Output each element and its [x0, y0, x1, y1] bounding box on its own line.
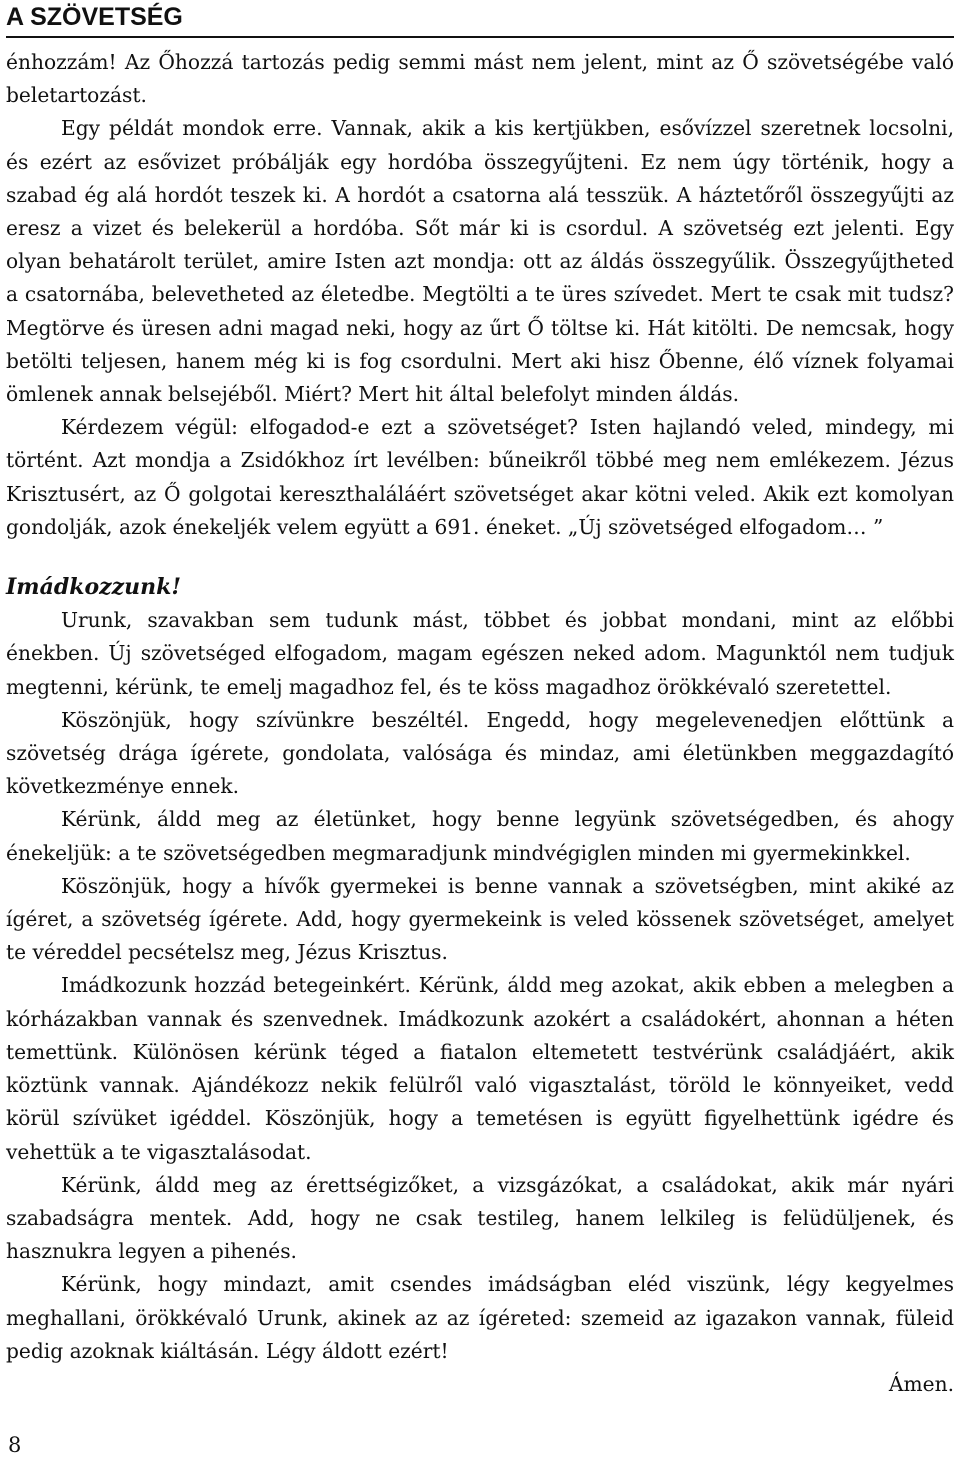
document-page	[6, 0, 954, 1401]
paragraph-example: Egy példát mondok erre. Vannak, akik a kis kertjükben, esővízzel szeretnek locsolni, és ezért az esővizet próbálják egy hordóba összegyűjteni. Ez nem úgy történik, hogy a szabad ég alá hordót teszek ki. A hordót a csatorna alá tesszük. A háztetőről összegyűjti az eresz a vizet és belekerül a hordóba. Sőt már ki is csordul. A szövetség ezt jelenti. Egy olyan behatárolt terület, amire Isten azt mondja: ott az áldás összegyűlik. Összegyűjtheted a csatornába, belevetheted az életedbe. Megtölti a te üres szívedet. Mert te csak mit tudsz? Megtörve és üresen adni magad neki, hogy az űrt Ő töltse ki. Hát kitölti. De nemcsak, hogy betölti teljesen, hanem még ki is fog csordulni. Mert aki hisz Őbenne, élő víznek folyamai ömlenek annak belsejéből. Miért? Mert hit által belefolyt minden áldás.	[6, 116, 954, 407]
prayer-paragraph: Urunk, szavakban sem tudunk mást, többet és jobbat mondani, mint az előbbi énekben. Új szövetséged elfogadom, magam egészen neked adom. Magunktól nem tudjuk megtenni, kérünk, te emelj magadhoz fel, és te köss magadhoz örökkévaló szeretettel.	[6, 608, 954, 699]
prayer-heading: Imádkozzunk!	[6, 574, 182, 601]
prayer-paragraph: Kérünk, áldd meg az érettségizőket, a vizsgázókat, a családokat, akik már nyári szabadságra mentek. Add, hogy ne csak testileg, hanem lelkileg is felüdüljenek, és hasznukra legyen a pihenés.	[6, 1172, 954, 1264]
page-number: 8	[8, 1433, 22, 1457]
prayer-closing: Ámen.	[888, 1371, 954, 1396]
prayer-paragraph: Kérünk, áldd meg az életünket, hogy benne legyünk szövetségedben, és ahogy énekeljük: a te szövetségedben megmaradjunk mindvégiglen minden mi gyermekinkkel.	[6, 807, 954, 865]
prayer-paragraph: Köszönjük, hogy szívünkre beszéltél. Engedd, hogy megelevenedjen előttünk a szövetség drága ígérete, gondolata, valósága és mindaz, ami életünkben meggazdagító következménye ennek.	[6, 707, 954, 799]
prayer-paragraph: Köszönjük, hogy a hívők gyermekei is benne vannak a szövetségben, mint akiké az ígéret, a szövetség ígérete. Add, hogy gyermekeink is veled kössenek szövetséget, amelyet te véreddel pecsételsz meg, Jézus Krisztus.	[6, 873, 954, 965]
prayer-paragraph: Kérünk, hogy mindazt, amit csendes imádságban eléd viszünk, légy kegyelmes meghallani, örökkévaló Urunk, akinek az az ígéreted: szemeid az igazakon vannak, füleid pedig azoknak kiáltásán. Légy áldott ezért!	[6, 1272, 954, 1363]
running-header: A SZÖVETSÉG	[6, 2, 954, 38]
paragraph-question: Kérdezem végül: elfogadod-e ezt a szövetséget? Isten hajlandó veled, mindegy, mi történt. Azt mondja a Zsidókhoz írt levélben: bűneikről többé meg nem emlékezem. Jézus Krisztusért, az Ő golgotai kereszthaláláért szövetséget akar kötni veled. Akik ezt komolyan gondolják, azok énekeljék velem együtt a 691. éneket. „Új szövetséged elfogadom… ”	[6, 415, 954, 539]
document-body	[6, 46, 954, 1401]
prayer-paragraph: Imádkozunk hozzád betegeinkért. Kérünk, áldd meg azokat, akik ebben a melegben a kórházakban vannak és szenvednek. Imádkozunk azokért a családokért, ahonnan a héten temettünk. Különösen kérünk téged a fiatalon eltemetett testvérünk családjáért, akik köztünk vannak. Ajándékozz nekik felülről való vigasztalást, töröld le könnyeiket, vedd körül szívüket igéddel. Köszönjük, hogy a temetésen is együtt figyelhettünk igédre és vehettük a te vigasztalásodat.	[6, 973, 954, 1164]
section-gap	[6, 544, 954, 571]
paragraph-continuation: énhozzám! Az Őhozzá tartozás pedig semmi mást nem jelent, mint az Ő szövetségébe való beletartozást.	[6, 50, 954, 108]
